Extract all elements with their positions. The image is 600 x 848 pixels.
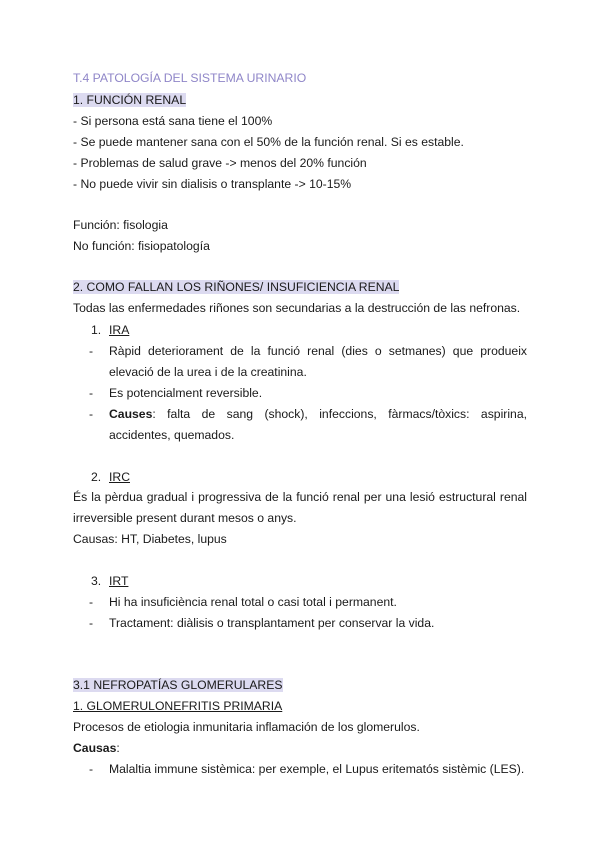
section-heading-insuficiencia-renal: 2. COMO FALLAN LOS RIÑONES/ INSUFICIENCIA RENAL <box>73 280 400 294</box>
subheading-irc: IRC <box>109 470 130 484</box>
subheading-ira: IRA <box>109 323 130 337</box>
list-item: - Problemas de salud grave -> menos del 20% función <box>73 156 367 170</box>
document-title: T.4 PATOLOGÍA DEL SISTEMA URINARIO <box>73 71 307 85</box>
causes-label: Causes <box>109 407 153 421</box>
ira-bullet-1-line-1: Ràpid deteriorament de la funció renal (dies o setmanes) que produeix <box>109 344 527 358</box>
glomerulonefritis-bullet-1: Malaltia immune sistèmica: per exemple, el Lupus eritematós sistèmic (LES). <box>109 762 525 776</box>
subheading-glomerulonefritis: 1. GLOMERULONEFRITIS PRIMARIA <box>73 699 283 713</box>
irt-bullet-2: Tractament: diàlisis o transplantament per conservar la vida. <box>109 616 435 630</box>
irt-bullet-1: Hi ha insuficiència renal total o casi total i permanent. <box>109 595 397 609</box>
ira-bullet-2: Es potencialment reversible. <box>109 386 263 400</box>
ira-bullet-3-line-2: accidentes, quemados. <box>109 428 235 442</box>
ira-bullet-1-line-2: elevació de la urea i de la creatinina. <box>109 365 307 379</box>
section-intro: Todas las enfermedades riñones son secundarias a la destrucción de las nefronas. <box>73 301 521 315</box>
ira-bullet-3-line-1: Causes: falta de sang (shock), infeccions, fàrmacs/tòxics: aspirina, <box>109 407 527 421</box>
causas-line: Causas: <box>73 741 120 755</box>
glomerulonefritis-paragraph: Procesos de etiologia inmunitaria inflamación de los glomerulos. <box>73 720 420 734</box>
irc-paragraph-line-2: irreversible present durant mesos o anys. <box>73 511 297 525</box>
list-item: - No puede vivir sin dialisis o transplante -> 10-15% <box>73 177 352 191</box>
no-funcion-line: No función: fisiopatología <box>73 239 210 253</box>
list-item: - Si persona está sana tiene el 100% <box>73 114 273 128</box>
bullet-dash: - <box>89 595 94 609</box>
list-number: 2. <box>91 470 102 484</box>
subheading-irt: IRT <box>109 574 129 588</box>
funcion-line: Función: fisologia <box>73 218 168 232</box>
bullet-dash: - <box>89 407 94 421</box>
bullet-dash: - <box>89 616 94 630</box>
list-item: - Se puede mantener sana con el 50% de la función renal. Si es estable. <box>73 135 464 149</box>
bullet-dash: - <box>89 344 94 358</box>
section-heading-funcion-renal: 1. FUNCIÓN RENAL <box>73 93 187 107</box>
irc-causas: Causas: HT, Diabetes, lupus <box>73 532 227 546</box>
irc-paragraph-line-1: És la pèrdua gradual i progressiva de la funció renal per una lesió estructural renal <box>73 490 527 504</box>
section-heading-nefropatias: 3.1 NEFROPATÍAS GLOMERULARES <box>73 678 283 692</box>
list-number: 3. <box>91 574 102 588</box>
bullet-dash: - <box>89 386 94 400</box>
bullet-dash: - <box>89 762 94 776</box>
list-number: 1. <box>91 323 102 337</box>
